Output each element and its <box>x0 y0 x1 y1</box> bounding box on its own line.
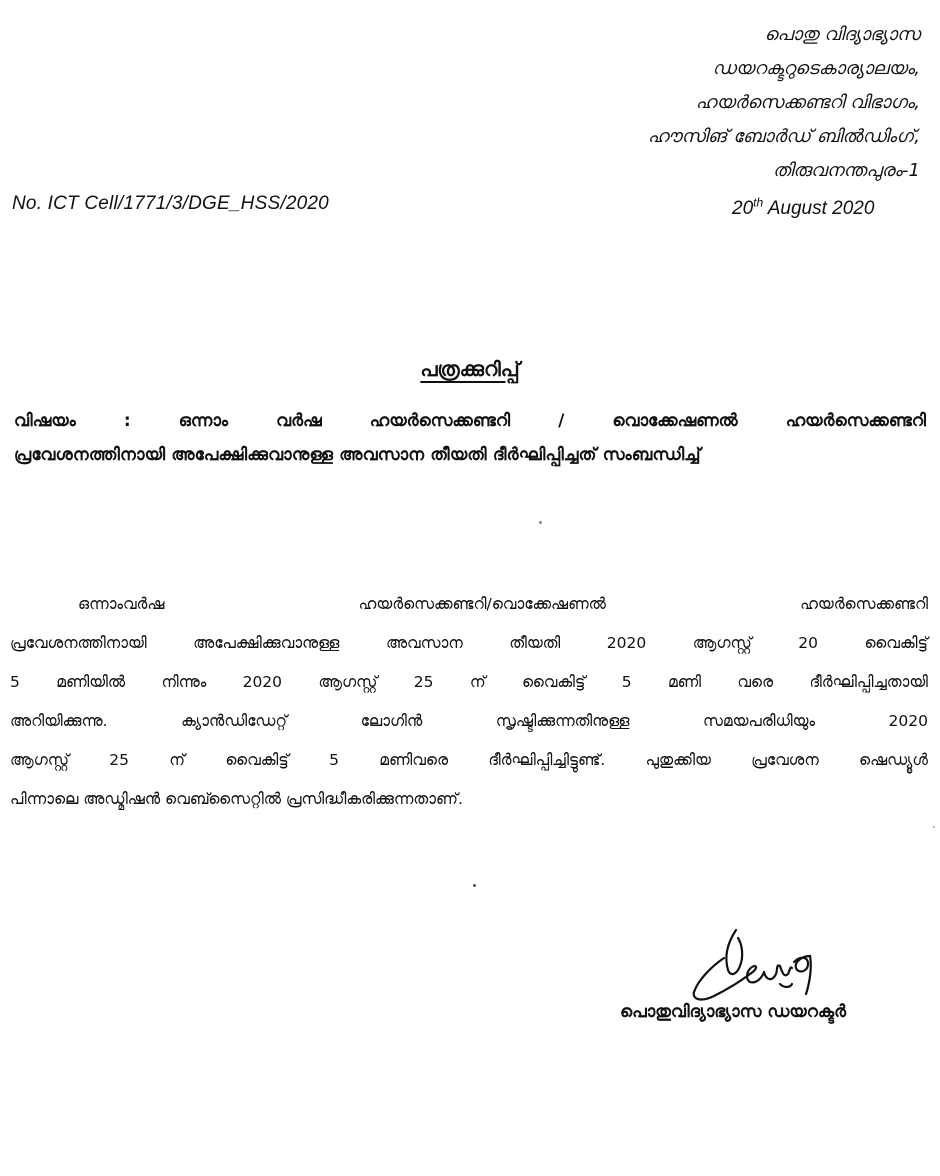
subject-word: : <box>123 411 131 431</box>
body-word: സമയപരിധിയും <box>702 712 815 730</box>
body-word: ദീർഘിപ്പിച്ചിട്ടുണ്ട്. <box>488 751 606 769</box>
date-day: 20 <box>732 198 754 219</box>
reference-number: No. ICT Cell/1771/3/DGE_HSS/2020 <box>12 193 329 214</box>
body-word: ആഗസ്റ്റ് <box>10 751 69 769</box>
body-word: വൈകിട്ട് <box>864 634 928 652</box>
body-line <box>10 585 928 624</box>
body-word: 2020 <box>242 673 283 691</box>
body-paragraph <box>10 585 928 819</box>
scan-speck <box>473 884 476 887</box>
body-word: ദീർഘിപ്പിച്ചതായി <box>809 673 928 691</box>
body-word: ആഗസ്റ്റ് <box>318 673 378 691</box>
body-word: 25 <box>413 673 434 691</box>
title-text: പത്രക്കുറിപ്പ് <box>420 357 520 381</box>
address-line: ഹയർസെക്കണ്ടറി വിഭാഗം, <box>695 92 920 113</box>
date-suffix: th <box>753 195 764 210</box>
subject-word: ഒന്നാം <box>178 411 229 431</box>
body-word: 5 <box>10 673 20 691</box>
address-line: ഡയറക്ടറുടെകാര്യാലയം, <box>712 58 920 79</box>
body-word: പിന്നാലെ അഡ്മിഷൻ വെബ്സൈറ്റിൽ പ്രസിദ്ധീകരിക്കുന്നതാണ്. <box>10 790 463 808</box>
body-word: 2020 <box>888 712 928 730</box>
scan-speck <box>933 826 935 828</box>
body-word: മണിവരെ <box>379 751 449 769</box>
body-word: ഒന്നാംവർഷ <box>78 595 165 613</box>
signatory-title: പൊതുവിദ്യാഭ്യാസ ഡയറക്ടർ <box>620 1002 847 1022</box>
body-word: തീയതി <box>509 634 561 652</box>
body-word: പ്രവേശനത്തിനായി <box>10 634 147 652</box>
address-line: തിരുവനന്തപുരം-1 <box>772 160 920 181</box>
subject-word: വിഷയം <box>14 411 76 431</box>
body-word: ക്യാൻഡിഡേറ്റ് <box>181 712 288 730</box>
body-word: മണിയിൽ <box>56 673 126 691</box>
scan-speck <box>539 521 542 524</box>
body-word: 5 <box>329 751 339 769</box>
body-word: ലോഗിൻ <box>360 712 423 730</box>
body-word: 25 <box>109 751 129 769</box>
body-word: 20 <box>798 634 818 652</box>
address-line: ഹൗസിങ് ബോർഡ് ബിൽഡിംഗ്, <box>647 126 920 147</box>
body-word: 2020 <box>606 634 647 652</box>
body-line <box>10 702 928 741</box>
subject-line: പ്രവേശനത്തിനായി അപേക്ഷിക്കുവാനുള്ള അവസാന തീയതി ദീർഘിപ്പിച്ചത് സംബന്ധിച്ച് <box>14 445 701 465</box>
body-line <box>10 741 928 780</box>
subject-word: ഹയർസെക്കണ്ടറി <box>785 411 926 431</box>
subject-block <box>14 404 926 472</box>
body-word: അറിയിക്കുന്നു. <box>10 712 108 730</box>
body-word: പ്രവേശന <box>751 751 819 769</box>
document-title <box>0 357 940 381</box>
body-word: ഷെഡ്യൂൾ <box>859 751 928 769</box>
document-date <box>732 195 875 220</box>
body-word: അപേക്ഷിക്കുവാനുള്ള <box>193 634 340 652</box>
body-word: സൃഷ്ടിക്കുന്നതിനുള്ള <box>495 712 630 730</box>
subject-word: ഹയർസെക്കണ്ടറി <box>369 411 511 431</box>
body-word: ആഗസ്റ്റ് <box>692 634 752 652</box>
address-line: പൊതു വിദ്യാഭ്യാസ <box>764 24 920 45</box>
subject-word: വൊക്കേഷണൽ <box>612 411 738 431</box>
body-word: നിന്നും <box>161 673 207 691</box>
subject-word: വർഷ <box>276 411 322 431</box>
body-word: വൈകിട്ട് <box>521 673 586 691</box>
body-word: പുതുക്കിയ <box>645 751 711 769</box>
date-month-year: August 2020 <box>763 198 875 219</box>
subject-word: / <box>558 411 565 431</box>
signature-image <box>684 922 844 1012</box>
body-line <box>10 663 928 702</box>
body-word: ന് <box>469 673 486 691</box>
body-word: വരെ <box>737 673 774 691</box>
office-address <box>500 18 920 188</box>
subject-line <box>14 404 926 438</box>
body-word: വൈകിട്ട് <box>225 751 289 769</box>
body-word: മണി <box>667 673 701 691</box>
body-line <box>10 624 928 663</box>
body-word: അവസാന <box>385 634 463 652</box>
body-word: ഹയർസെക്കണ്ടറി/വൊക്കേഷണൽ <box>358 595 606 613</box>
body-word: ന് <box>169 751 186 769</box>
body-line <box>10 780 928 819</box>
body-word: ഹയർസെക്കണ്ടറി <box>800 595 928 613</box>
body-word: 5 <box>621 673 632 691</box>
